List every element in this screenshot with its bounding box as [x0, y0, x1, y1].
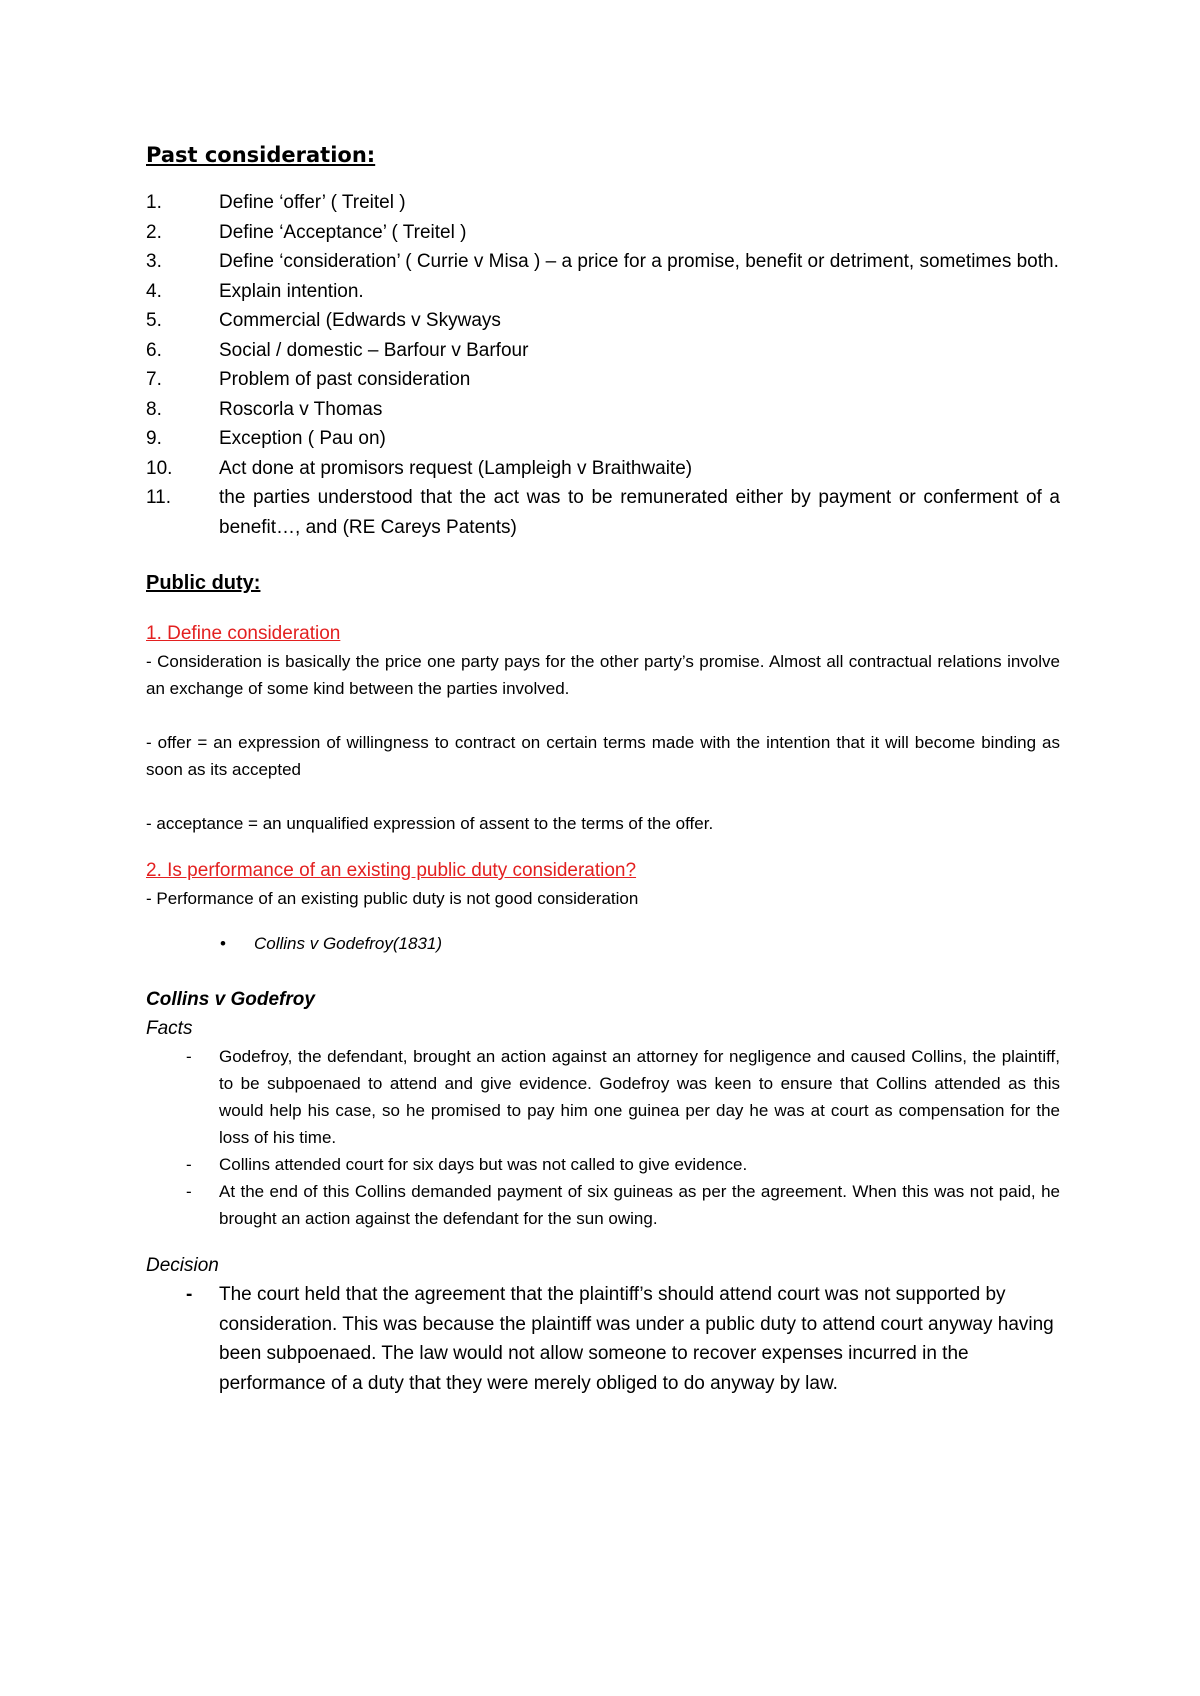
- past-consideration-heading: Past consideration:: [146, 143, 376, 167]
- item-text: Define ‘Acceptance’ ( Treitel ): [219, 221, 467, 243]
- list-item: [146, 454, 1060, 484]
- acceptance-paragraph: - acceptance = an unqualified expression of assent to the terms of the offer.: [146, 814, 714, 833]
- item-number: 11.: [146, 487, 172, 508]
- item-number: 6.: [146, 339, 162, 361]
- item-text: Social / domestic – Barfour v Barfour: [219, 339, 529, 361]
- decision-label: Decision: [146, 1255, 219, 1276]
- consideration-paragraph: - Consideration is basically the price one party pays for the other party’s promise. Almost all contractual relations involve an exchange of some kind between the parties involved.: [146, 652, 1060, 698]
- list-item: [146, 365, 1060, 395]
- bullet-icon: •: [220, 934, 226, 953]
- list-item: [146, 336, 1060, 366]
- dash-icon: -: [186, 1155, 192, 1174]
- item-number: 4.: [146, 280, 162, 302]
- facts-label: Facts: [146, 1018, 193, 1039]
- define-consideration-heading: 1. Define consideration: [146, 623, 341, 644]
- fact-text: Godefroy, the defendant, brought an action against an attorney for negligence and caused Collins, the plaintiff, to be subpoenaed to attend and give evidence. Godefroy was keen to ensure that Collins attended as this would help his case, so he promised to pay him one guinea per day he was at court as compensation for the loss of his time.: [219, 1047, 1060, 1147]
- public-duty-answer: - Performance of an existing public duty is not good consideration: [146, 889, 639, 908]
- item-number: 1.: [146, 192, 162, 213]
- public-duty-question-heading: 2. Is performance of an existing public duty consideration?: [146, 860, 637, 881]
- list-item: [146, 247, 1060, 277]
- list-item: [146, 1280, 1060, 1398]
- decision-list: [146, 1280, 1060, 1398]
- document-body: [146, 140, 1060, 1398]
- list-item: [146, 277, 1060, 307]
- item-text: Roscorla v Thomas: [219, 398, 383, 420]
- list-item: [146, 188, 1060, 218]
- bullet-item: [146, 930, 1060, 957]
- dash-icon: -: [186, 1047, 192, 1066]
- item-text: Explain intention.: [219, 280, 364, 302]
- item-text: Define ‘offer’ ( Treitel ): [219, 192, 406, 213]
- past-consideration-list: [146, 188, 1060, 542]
- item-number: 10.: [146, 457, 173, 479]
- dash-icon: -: [186, 1182, 192, 1201]
- item-number: 3.: [146, 251, 162, 272]
- list-item: [146, 306, 1060, 336]
- list-item: [146, 483, 1060, 542]
- list-item: [146, 1043, 1060, 1151]
- item-number: 2.: [146, 221, 162, 243]
- list-item: [146, 1151, 1060, 1178]
- offer-paragraph: - offer = an expression of willingness to contract on certain terms made with the intention that it will become binding as soon as its accepted: [146, 733, 1060, 779]
- item-number: 7.: [146, 369, 162, 390]
- facts-list: [146, 1043, 1060, 1232]
- dash-icon: -: [186, 1284, 193, 1305]
- item-text: Problem of past consideration: [219, 369, 471, 390]
- public-duty-heading: Public duty:: [146, 572, 261, 594]
- item-text: Exception ( Pau on): [219, 428, 386, 449]
- item-text: the parties understood that the act was to be remunerated either by payment or conferment of a benefit…, and (RE Careys Patents): [219, 487, 1060, 538]
- case-title: Collins v Godefroy: [146, 989, 315, 1010]
- list-item: [146, 424, 1060, 454]
- item-text: Commercial (Edwards v Skyways: [219, 310, 501, 331]
- item-number: 9.: [146, 428, 162, 449]
- bullet-case-text: Collins v Godefroy(1831): [254, 934, 443, 953]
- fact-text: Collins attended court for six days but was not called to give evidence.: [219, 1155, 748, 1174]
- list-item: [146, 218, 1060, 248]
- item-number: 8.: [146, 398, 162, 420]
- item-number: 5.: [146, 310, 162, 331]
- list-item: [146, 1178, 1060, 1232]
- item-text: Act done at promisors request (Lampleigh v Braithwaite): [219, 457, 693, 479]
- list-item: [146, 395, 1060, 425]
- fact-text: At the end of this Collins demanded payment of six guineas as per the agreement. When this was not paid, he brought an action against the defendant for the sun owing.: [219, 1182, 1060, 1228]
- item-text: Define ‘consideration’ ( Currie v Misa ) – a price for a promise, benefit or detriment, sometimes both.: [219, 251, 1059, 272]
- decision-text: The court held that the agreement that the plaintiff’s should attend court was not supported by consideration. This was because the plaintiff was under a public duty to attend court anyway having been subpoenaed. The law would not allow someone to recover expenses incurred in the performance of a duty that they were merely obliged to do anyway by law.: [219, 1284, 1054, 1394]
